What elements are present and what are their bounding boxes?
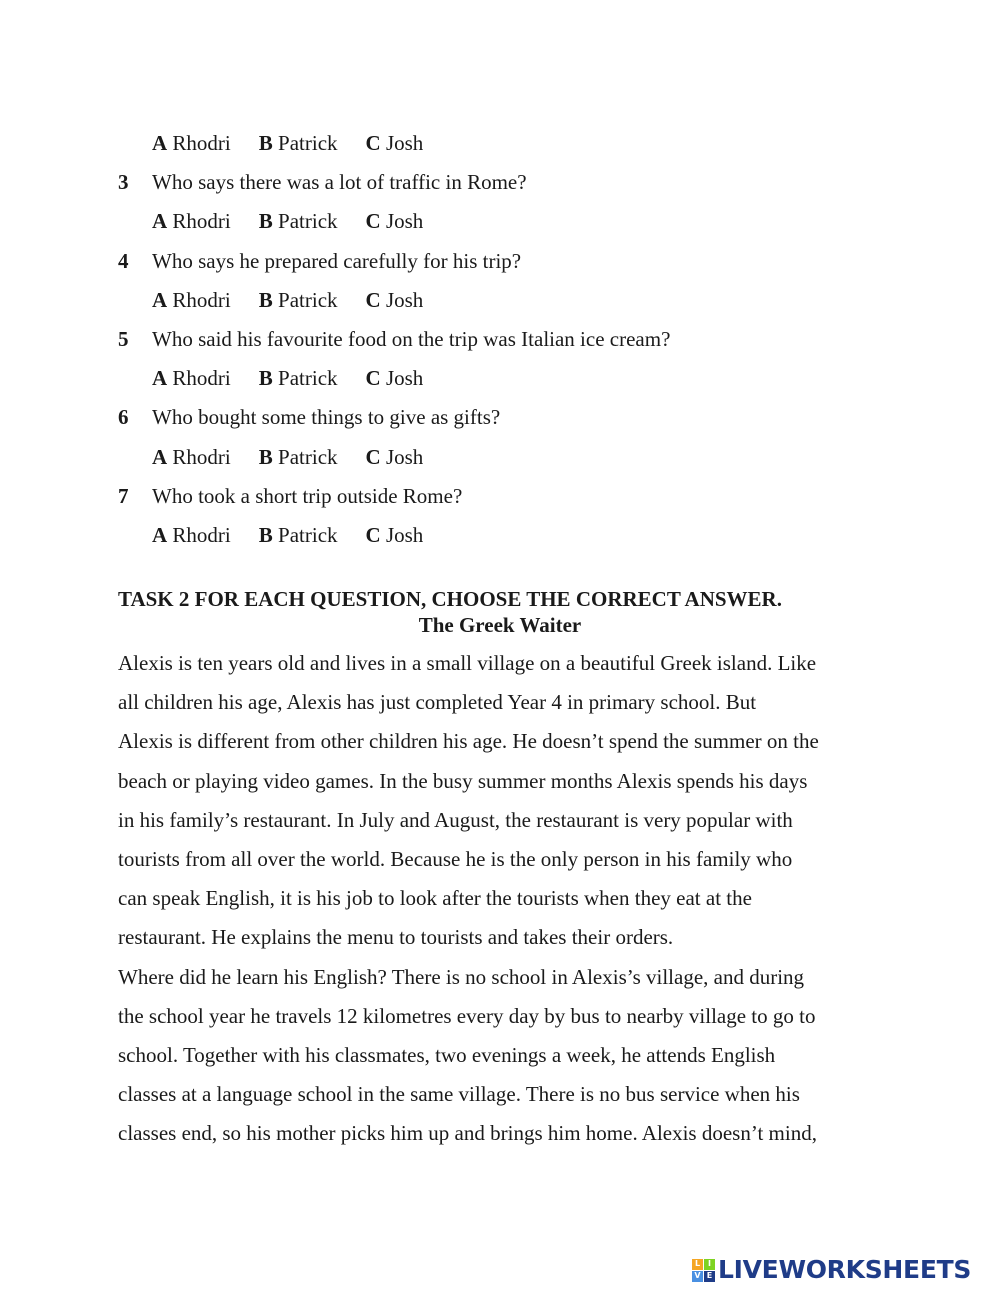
options-row-q3	[118, 202, 898, 241]
option-b[interactable]: B Patrick	[258, 522, 338, 547]
passage-line: the school year he travels 12 kilometres every day by bus to nearby village to go to	[118, 1003, 816, 1028]
passage-line: beach or playing video games. In the busy summer months Alexis spends his days	[118, 768, 808, 793]
story-title: The Greek Waiter	[418, 613, 582, 637]
passage-line: all children his age, Alexis has just completed Year 4 in primary school. But	[118, 690, 757, 715]
liveworksheets-logo	[692, 1253, 971, 1287]
passage-line: in his family’s restaurant. In July and August, the restaurant is very popular with	[118, 807, 793, 832]
passage-line: restaurant. He explains the menu to tourists and takes their orders.	[118, 925, 674, 950]
options-row-q6	[118, 438, 898, 477]
question-6	[118, 398, 898, 437]
option-a[interactable]: A Rhodri	[152, 444, 231, 469]
option-b[interactable]: B Patrick	[258, 131, 338, 155]
logo-icon	[692, 1259, 715, 1282]
question-number: 3	[118, 170, 129, 195]
passage-line: Where did he learn his English? There is no school in Alexis’s village, and during	[118, 964, 805, 989]
options-row-q4	[118, 281, 898, 320]
question-3	[118, 163, 898, 202]
option-c[interactable]: C Josh	[365, 522, 424, 547]
options-row-q5	[118, 359, 898, 398]
logo-icon-cell: E	[704, 1271, 715, 1282]
logo-icon-cell: V	[692, 1271, 703, 1282]
task-2-heading: TASK 2 FOR EACH QUESTION, CHOOSE THE CORRECT ANSWER.	[118, 587, 782, 611]
option-b[interactable]: B Patrick	[258, 209, 338, 234]
passage-line: tourists from all over the world. Because he is the only person in his family who	[118, 846, 793, 871]
option-b[interactable]: B Patrick	[258, 444, 338, 469]
passage-line: classes end, so his mother picks him up and brings him home. Alexis doesn’t mind,	[118, 1121, 817, 1146]
question-number: 5	[118, 326, 129, 351]
logo-icon-cell: I	[704, 1259, 715, 1270]
option-c[interactable]: C Josh	[365, 287, 424, 312]
question-4	[118, 242, 898, 281]
question-number: 6	[118, 405, 129, 430]
question-number: 7	[118, 483, 129, 508]
passage-line: Alexis is different from other children his age. He doesn’t spend the summer on the	[118, 729, 819, 754]
question-list	[118, 124, 898, 555]
passage-line: classes at a language school in the same village. There is no bus service when his	[118, 1082, 800, 1107]
question-text: Who said his favourite food on the trip was Italian ice cream?	[152, 326, 671, 351]
passage-line: school. Together with his classmates, two evenings a week, he attends English	[118, 1042, 776, 1067]
question-7	[118, 477, 898, 516]
option-b[interactable]: B Patrick	[258, 366, 338, 391]
options-row-q7	[118, 516, 898, 555]
passage-line: can speak English, it is his job to look after the tourists when they eat at the	[118, 886, 752, 911]
logo-text: LIVEWORKSHEETS	[718, 1255, 972, 1284]
question-number: 4	[118, 248, 129, 273]
option-c[interactable]: C Josh	[365, 209, 424, 234]
question-text: Who took a short trip outside Rome?	[152, 483, 463, 508]
reading-passage	[118, 644, 898, 1153]
option-c[interactable]: C Josh	[365, 131, 424, 155]
passage-line: Alexis is ten years old and lives in a small village on a beautiful Greek island. Like	[118, 651, 817, 675]
option-c[interactable]: C Josh	[365, 366, 424, 391]
option-b[interactable]: B Patrick	[258, 287, 338, 312]
logo-icon-cell: L	[692, 1259, 703, 1270]
option-a[interactable]: A Rhodri	[152, 131, 231, 155]
question-text: Who says he prepared carefully for his trip?	[152, 248, 522, 273]
option-a[interactable]: A Rhodri	[152, 209, 231, 234]
question-text: Who says there was a lot of traffic in Rome?	[152, 170, 527, 195]
question-text: Who bought some things to give as gifts?	[152, 405, 501, 430]
option-a[interactable]: A Rhodri	[152, 287, 231, 312]
option-c[interactable]: C Josh	[365, 444, 424, 469]
options-row-q2	[118, 124, 898, 163]
option-a[interactable]: A Rhodri	[152, 366, 231, 391]
option-a[interactable]: A Rhodri	[152, 522, 231, 547]
question-5	[118, 320, 898, 359]
